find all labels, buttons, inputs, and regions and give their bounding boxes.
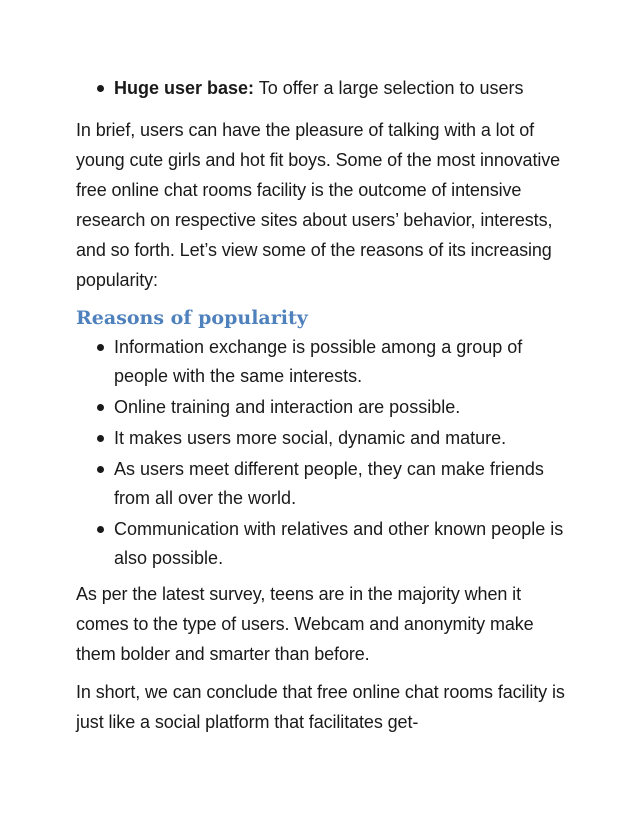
list-item bbox=[76, 393, 576, 422]
bullet-icon bbox=[97, 466, 104, 473]
list-item-text: As users meet different people, they can make friends from all over the world. bbox=[114, 459, 544, 508]
bullet-icon bbox=[97, 435, 104, 442]
survey-paragraph: As per the latest survey, teens are in the majority when it comes to the type of users. Webcam and anonymity make them bolder and smarter than before. bbox=[76, 584, 534, 664]
page-content bbox=[76, 74, 576, 745]
list-item-text: Online training and interaction are possible. bbox=[114, 397, 461, 417]
top-bullet-list bbox=[76, 74, 576, 103]
list-item bbox=[76, 455, 576, 513]
bullet-label: Huge user base: bbox=[114, 78, 255, 98]
list-item bbox=[76, 424, 576, 453]
list-item bbox=[76, 515, 576, 573]
bullet-icon bbox=[97, 526, 104, 533]
list-item-text: It makes users more social, dynamic and mature. bbox=[114, 428, 507, 448]
intro-paragraph: In brief, users can have the pleasure of talking with a lot of young cute girls and hot fit boys. Some of the most innovative free online chat rooms facility is the outcome of intensive research on respective sites about users’ behavior, interests, and so forth. Let’s view some of the reasons of its increasing popularity: bbox=[76, 120, 561, 290]
list-item-text: Information exchange is possible among a group of people with the same interests. bbox=[114, 337, 523, 386]
conclusion-paragraph: In short, we can conclude that free online chat rooms facility is just like a social platform that facilitates get- bbox=[76, 682, 565, 732]
bullet-icon bbox=[97, 85, 104, 92]
list-item-text: Communication with relatives and other known people is also possible. bbox=[114, 519, 564, 568]
bullet-text: To offer a large selection to users bbox=[258, 78, 524, 98]
list-item bbox=[76, 333, 576, 391]
section-heading: Reasons of popularity bbox=[76, 307, 308, 329]
bullet-icon bbox=[97, 344, 104, 351]
reasons-list bbox=[76, 333, 576, 573]
list-item-huge-user-base bbox=[76, 74, 576, 103]
bullet-icon bbox=[97, 404, 104, 411]
